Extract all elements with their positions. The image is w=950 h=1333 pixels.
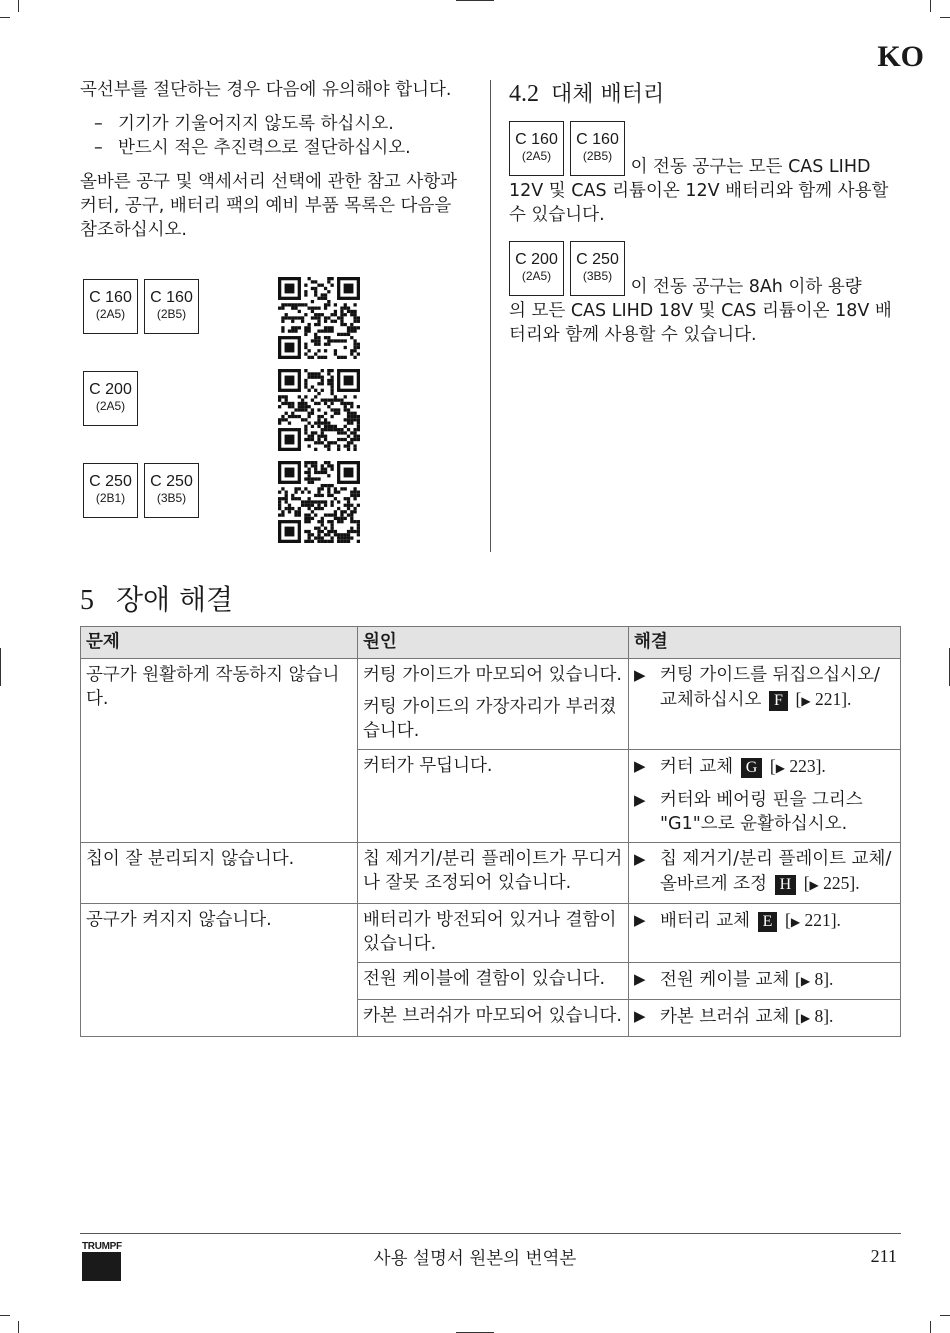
solution-text: 카본 브러쉬 교체: [660, 1007, 790, 1027]
problem-cell: 공구가 원활하게 작동하지 않습니다.: [81, 659, 358, 843]
table-row: [81, 904, 901, 963]
model-badge-group: [83, 463, 199, 518]
column-header: 문제: [81, 627, 358, 659]
solution-cell: [629, 904, 901, 963]
cause-text: 커팅 가이드가 마모되어 있습니다.: [363, 665, 622, 685]
battery-text-inline: 이 전동 공구는 8Ah 이하 용량: [630, 277, 862, 297]
cause-text: 커팅 가이드의 가장자리가 부러졌습니다.: [363, 697, 617, 741]
crop-mark: [0, 17, 10, 18]
intro-paragraph: 곡선부를 절단하는 경우 다음에 유의해야 합니다.: [80, 80, 452, 100]
brand-logo-text: TRUMPF: [82, 1241, 122, 1252]
solution-item: [634, 663, 895, 713]
chapter-title: 장애 해결: [116, 583, 234, 616]
bullet-list: [80, 112, 465, 160]
reference-arrow-icon: ▶: [800, 1011, 811, 1025]
solution-item: [634, 788, 895, 836]
crop-mark: [0, 648, 1, 686]
right-column: [509, 82, 904, 361]
cause-cell: [358, 659, 629, 750]
section-title: 대체 배터리: [551, 82, 665, 107]
column-header: 원인: [358, 627, 629, 659]
page-reference[interactable]: [▶ 8].: [795, 969, 834, 989]
arrow-icon: ▶: [634, 666, 646, 684]
solution-item: [634, 754, 895, 780]
column-header: 해결: [629, 627, 901, 659]
cause-cell: 커터가 무딥니다.: [358, 750, 629, 843]
model-badge: C 200 (2A5): [509, 241, 564, 296]
crop-mark: [18, 1321, 19, 1333]
qr-code-icon[interactable]: [278, 461, 360, 543]
cause-cell: 배터리가 방전되어 있거나 결함이 있습니다.: [358, 904, 629, 963]
figure-label[interactable]: F: [769, 691, 788, 711]
battery-text-inline: 이 전동 공구는 모든 CAS LIHD: [630, 157, 871, 177]
page-reference[interactable]: [▶ 225].: [803, 873, 860, 893]
solution-text: 배터리 교체: [660, 911, 751, 931]
page-number: 211: [870, 1246, 897, 1266]
model-badge: C 250 (3B5): [570, 241, 625, 296]
solution-text: 커팅 가이드를 뒤집으십시오/교체하십시오: [660, 665, 880, 710]
model-badge: C 200 (2A5): [83, 371, 138, 426]
solution-cell: [629, 750, 901, 843]
solution-cell: [629, 1000, 901, 1037]
dash-marker: –: [94, 114, 103, 134]
crop-mark: [18, 0, 19, 12]
figure-label[interactable]: E: [758, 912, 778, 932]
problem-cell: 칩이 잘 분리되지 않습니다.: [81, 843, 358, 904]
model-badge: C 160 (2B5): [144, 279, 199, 334]
footer-title: 사용 설명서 원본의 번역본: [373, 1249, 577, 1269]
crop-mark: [930, 0, 931, 12]
reference-arrow-icon: ▶: [801, 694, 811, 708]
chapter-heading: [80, 578, 233, 618]
crop-mark: [0, 1315, 10, 1316]
solution-cell: [629, 659, 901, 750]
battery-text: 의 모든 CAS LIHD 18V 및 CAS 리튬이온 18V 배터리와 함께 사용할 수 있습니다.: [509, 301, 892, 345]
reference-arrow-icon: ▶: [809, 878, 819, 892]
list-item: [80, 112, 465, 136]
table-header-row: [81, 627, 901, 659]
battery-compat-block: [509, 121, 904, 227]
solution-item: [634, 1004, 895, 1030]
section-number: 4.2: [509, 81, 539, 107]
page-reference[interactable]: [▶ 8].: [795, 1006, 834, 1026]
arrow-icon: ▶: [634, 1007, 646, 1025]
solution-item: [634, 847, 895, 897]
solution-text: 커터와 베어링 핀을 그리스 "G1"으로 윤활하십시오.: [660, 790, 863, 834]
chapter-number: 5: [80, 585, 94, 616]
problem-cell: 공구가 켜지지 않습니다.: [81, 904, 358, 1037]
reference-arrow-icon: ▶: [775, 761, 785, 775]
arrow-icon: ▶: [634, 850, 646, 868]
page-reference[interactable]: [▶ 223].: [769, 756, 826, 776]
model-badge: C 160 (2A5): [509, 121, 564, 176]
qr-code-icon[interactable]: [278, 277, 360, 359]
figure-label[interactable]: G: [741, 758, 763, 778]
solution-item: [634, 967, 895, 993]
list-item-text: 반드시 적은 추진력으로 절단하십시오.: [118, 138, 411, 158]
cause-cell: 전원 케이블에 결함이 있습니다.: [358, 963, 629, 1000]
solution-cell: [629, 843, 901, 904]
model-badge: C 250 (3B5): [144, 463, 199, 518]
qr-code-icon[interactable]: [278, 369, 360, 451]
left-column: [80, 78, 465, 252]
arrow-icon: ▶: [634, 970, 646, 988]
solution-text: 전원 케이블 교체: [660, 970, 790, 990]
solution-text: 커터 교체: [660, 757, 734, 777]
column-divider: [490, 80, 491, 552]
crop-mark: [940, 17, 950, 18]
list-item: [80, 136, 465, 160]
language-code: KO: [877, 40, 924, 73]
section-heading: [509, 82, 904, 107]
solution-text: 칩 제거기/분리 플레이트 교체/올바르게 조정: [660, 849, 892, 894]
figure-label[interactable]: H: [775, 875, 797, 895]
cause-cell: 칩 제거기/분리 플레이트가 무디거나 잘못 조정되어 있습니다.: [358, 843, 629, 904]
model-badge: C 160 (2A5): [83, 279, 138, 334]
model-badge: C 160 (2B5): [570, 121, 625, 176]
arrow-icon: ▶: [634, 911, 646, 929]
arrow-icon: ▶: [634, 757, 646, 775]
list-item-text: 기기가 기울어지지 않도록 하십시오.: [118, 114, 394, 134]
page-reference[interactable]: [▶ 221].: [785, 910, 841, 930]
reference-arrow-icon: ▶: [800, 974, 811, 988]
table-row: [81, 843, 901, 904]
page-reference[interactable]: [▶ 221].: [795, 689, 852, 709]
dash-marker: –: [94, 138, 103, 158]
model-badge-group: [83, 371, 138, 426]
cause-cell: 카본 브러쉬가 마모되어 있습니다.: [358, 1000, 629, 1037]
footer-rule: [80, 1233, 901, 1234]
solution-item: [634, 908, 895, 934]
reference-arrow-icon: ▶: [790, 915, 801, 929]
table-row: [81, 659, 901, 750]
solution-cell: [629, 963, 901, 1000]
battery-compat-block: [509, 241, 904, 347]
crop-mark: [456, 0, 494, 1]
reference-note: 올바른 공구 및 액세서리 선택에 관한 참고 사항과 커터, 공구, 배터리 팩의 예비 부품 목록은 다음을 참조하십시오.: [80, 172, 458, 240]
troubleshooting-table: [80, 626, 901, 1037]
model-badge: C 250 (2B1): [83, 463, 138, 518]
model-badge-group: [83, 279, 199, 334]
battery-text: 12V 및 CAS 리튬이온 12V 배터리와 함께 사용할 수 있습니다.: [509, 181, 889, 225]
crop-mark: [940, 1315, 950, 1316]
arrow-icon: ▶: [634, 791, 646, 809]
crop-mark: [930, 1321, 931, 1333]
